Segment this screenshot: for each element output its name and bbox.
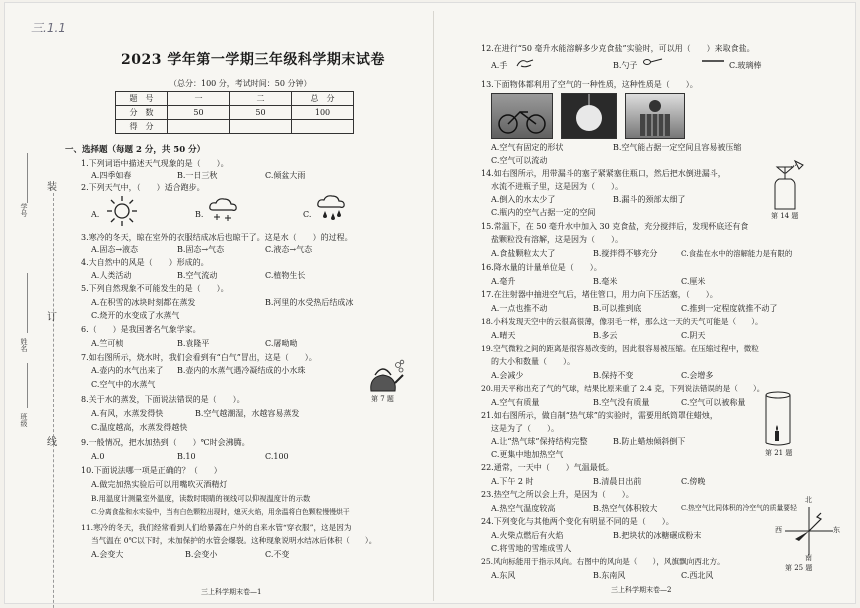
q7-option-b[interactable]: B.壶内的水蒸气遇冷凝结成的小水珠: [177, 366, 306, 375]
q12-option-c[interactable]: C.玻璃棒: [729, 61, 762, 70]
q23-option-c[interactable]: C.热空气比同体积的冷空气的质量要轻: [681, 504, 797, 512]
table-cell[interactable]: [230, 120, 292, 134]
q3-option-b[interactable]: B.固态→气态: [177, 245, 225, 254]
q16-option-b[interactable]: B.毫米: [593, 277, 618, 286]
q11-option-c[interactable]: C.不变: [265, 550, 290, 559]
table-cell: 题 号: [116, 92, 168, 106]
q8-option-a[interactable]: A.有风，水蒸发得快: [91, 409, 164, 418]
q25-option-c[interactable]: C.西北风: [681, 571, 714, 580]
question-4: 4.大自然中的风是（ ）形成的。: [81, 258, 209, 267]
q12-option-b[interactable]: B.勺子: [613, 61, 638, 70]
q16-option-a[interactable]: A.毫升: [491, 277, 516, 286]
question-8: 8.关于水的蒸发，下面说法错误的是（ ）。: [81, 395, 245, 404]
q13-option-b[interactable]: B.空气能占据一定空间且容易被压缩: [613, 143, 742, 152]
q24-option-a[interactable]: A.火柴点燃后有火焰: [491, 531, 564, 540]
table-cell: 100: [292, 106, 354, 120]
q22-option-c[interactable]: C.傍晚: [681, 477, 706, 486]
q9-option-c[interactable]: C.100: [265, 452, 289, 461]
binding-char-xian: 线: [47, 437, 57, 448]
exam-sheet: [4, 2, 856, 604]
question-7: 7.如右图所示，烧水时，我们会看到有“白气”冒出，这是（ ）。: [81, 353, 317, 362]
q18-option-b[interactable]: B.多云: [593, 331, 618, 340]
footer-left: 三上科学期末卷—1: [201, 588, 262, 596]
table-cell: 总 分: [292, 92, 354, 106]
q17-option-c[interactable]: C.推到一定程度就推不动了: [681, 304, 778, 313]
table-cell: 50: [168, 106, 230, 120]
question-14-cont: 水流不进瓶子里，这是因为（ ）。: [491, 182, 623, 191]
footer-right: [611, 569, 672, 594]
q10-option-b[interactable]: B.用温度计测量室外温度，读数时眼睛的视线可以仰视温度计的示数: [91, 494, 311, 503]
q5-option-b[interactable]: B.河里的水受热后结成冰: [265, 298, 354, 307]
table-cell[interactable]: [292, 120, 354, 134]
q17-option-a[interactable]: A.一点也推不动: [491, 304, 548, 313]
q19-option-c[interactable]: C.会增多: [681, 371, 714, 380]
table-row: [116, 106, 354, 120]
table-cell: 一: [168, 92, 230, 106]
sunny-icon: [105, 194, 139, 228]
q4-option-c[interactable]: C.植物生长: [265, 271, 306, 280]
q5-option-a[interactable]: A.在积雪的冰块时刻都在蒸发: [91, 298, 196, 307]
funnel-bottle-figure: [765, 159, 805, 213]
question-24: 24.下列变化与其他两个变化有明显不同的是（ ）。: [481, 517, 674, 526]
q1-option-b[interactable]: B.一日三秋: [177, 171, 218, 180]
q4-option-a[interactable]: A.人类活动: [91, 271, 132, 280]
student-id-label: 学号: [20, 203, 28, 217]
fig14-caption: 第 14 题: [771, 212, 799, 220]
name-line: [27, 273, 28, 333]
q21-option-b[interactable]: B.防止蜡烛倾斜倒下: [613, 437, 686, 446]
q11-option-a[interactable]: A.会变大: [91, 550, 124, 559]
q10-option-c[interactable]: C.分离食盐和水实验中，当有白色颗粒出现时，熄灭火焰，用余温将白色颗粒慢慢烘干: [91, 508, 350, 516]
q20-option-c[interactable]: C.空气可以被称量: [681, 398, 746, 407]
question-15-cont: 盐颗粒没有溶解，这是因为（ ）。: [491, 235, 623, 244]
q12-option-a[interactable]: A.手: [491, 61, 508, 70]
q6-option-b[interactable]: B.袁隆平: [177, 339, 210, 348]
accordion-photo: [625, 93, 685, 139]
q20-option-a[interactable]: A.空气有质量: [491, 398, 540, 407]
question-11: 11.寒冷的冬天，我们经常看到人们给暴露在户外的自来水管“穿衣服”，这是因为: [81, 523, 352, 532]
q1-option-a[interactable]: A.四季如春: [91, 171, 132, 180]
kettle-figure: [363, 359, 405, 395]
question-5: 5.下列自然现象不可能发生的是（ ）。: [81, 284, 229, 293]
question-3: 3.寒冷的冬天，晾在室外的衣服结成冰后也晾干了。这是水（ ）的过程。: [81, 233, 353, 242]
left-page: [65, 13, 427, 603]
question-21: 21.如右图所示，做自制“热气球”的实验时，需要用纸筒罩住蜡烛，: [481, 411, 718, 420]
rain-cloud-icon: [315, 193, 349, 227]
binding-char-zhuang: 装: [47, 182, 57, 193]
q13-option-c[interactable]: C.空气可以流动: [491, 156, 548, 165]
bicycle-photo: [491, 93, 553, 139]
q6-option-c[interactable]: C.屠呦呦: [265, 339, 298, 348]
q18-option-c[interactable]: C.阴天: [681, 331, 706, 340]
q8-option-c[interactable]: C.温度越高，水蒸发得越快: [91, 423, 188, 432]
question-19-cont: 的大小和数量（ ）。: [491, 357, 575, 366]
q14-option-a[interactable]: A.倒入的水太少了: [491, 195, 556, 204]
compass-figure: [775, 496, 841, 563]
q6-option-a[interactable]: A.竺可桢: [91, 339, 124, 348]
exam-subtitle: （总分：100 分，考试时间：50 分钟）: [169, 79, 312, 88]
question-11-cont: 当气温在 0℃以下时，未加保护的水管会爆裂。这种现象说明水结冰后体积（ ）。: [91, 536, 377, 545]
q5-option-c[interactable]: C.烧开的水变成了水蒸气: [91, 311, 180, 320]
question-18: 18.小科发现天空中的云很高很薄，像羽毛一样，那么这一天的天气可能是（ ）。: [481, 317, 763, 326]
question-17: 17.在注射器中抽进空气后，堵住管口，用力向下压活塞，（ ）。: [481, 290, 718, 299]
q15-option-b[interactable]: B.搅拌得不够充分: [593, 249, 658, 258]
class-label: 班级: [20, 413, 28, 427]
q14-option-b[interactable]: B.漏斗的颈部太细了: [613, 195, 686, 204]
spoon-icon: [643, 56, 663, 68]
q2-option-b[interactable]: B.: [195, 210, 204, 219]
right-page: [481, 43, 857, 603]
q8-option-b[interactable]: B.空气越潮湿，水越容易蒸发: [195, 409, 300, 418]
q7-option-c[interactable]: C.空气中的水蒸气: [91, 380, 156, 389]
q16-option-c[interactable]: C.厘米: [681, 277, 706, 286]
table-cell: 50: [230, 106, 292, 120]
q19-option-b[interactable]: B.保持不变: [593, 371, 634, 380]
compass-south: 南: [805, 554, 812, 562]
question-6: 6.（ ）是我国著名气象学家。: [81, 325, 201, 334]
student-id-line: [27, 153, 28, 203]
section-heading: 一、选择题（每题 2 分，共 50 分）: [65, 145, 206, 155]
question-23: 23.热空气之所以会上升，是因为（ ）。: [481, 490, 634, 499]
q7-option-a[interactable]: A.壶内的水气出来了: [91, 366, 164, 375]
q10-option-a[interactable]: A.做完加热实验后可以用嘴吹灭酒精灯: [91, 480, 228, 489]
table-cell: 得 分: [116, 120, 168, 134]
q21-option-a[interactable]: A.让“热气球”保持结构完整: [491, 437, 588, 446]
q3-option-a[interactable]: A.固态→液态: [91, 245, 139, 254]
class-line: [27, 363, 28, 408]
snow-cloud-icon: [207, 196, 239, 226]
q22-option-b[interactable]: B.清晨日出前: [593, 477, 642, 486]
table-row: [116, 92, 354, 106]
table-cell: 二: [230, 92, 292, 106]
binding-char-ding: 订: [47, 312, 57, 323]
question-1: 1.下列词语中描述天气现象的是（ ）。: [81, 159, 229, 168]
binding-margin: [13, 63, 61, 603]
compass-north: 北: [805, 496, 812, 504]
question-16: 16.降水量的计量单位是（ ）。: [481, 263, 602, 272]
question-19: 19.空气微粒之间的距离是很容易改变的，因此很容易被压缩。在压缩过程中，微粒: [481, 344, 759, 353]
q23-option-a[interactable]: A.热空气温度较高: [491, 504, 556, 513]
question-13: 13.下面物体都利用了空气的一种性质，这种性质是（ ）。: [481, 80, 698, 89]
handwritten-mark: 三.1.1: [31, 21, 66, 35]
q9-option-a[interactable]: A.0: [91, 452, 105, 461]
ball-photo: [561, 93, 617, 139]
compass-east: 东: [833, 526, 840, 534]
page-divider: [433, 11, 434, 601]
q15-option-a[interactable]: A.食盐颗粒太大了: [491, 249, 556, 258]
question-22: 22.通常，一天中（ ）气温最低。: [481, 463, 614, 472]
paper-cylinder-figure: [761, 389, 795, 449]
fig7-caption: 第 7 题: [371, 395, 394, 403]
q25-option-a[interactable]: A.东风: [491, 571, 516, 580]
q2-option-a[interactable]: A.: [91, 210, 100, 219]
question-10: 10.下面说法哪一项是正确的？（ ）: [81, 466, 222, 475]
compass-west: 西: [775, 526, 782, 534]
footer-right-text: 三上科学期末卷—2: [611, 586, 672, 594]
q1-option-c[interactable]: C.倾盆大雨: [265, 171, 306, 180]
exam-title: 2023 学年第一学期三年级科学期末试卷: [121, 52, 385, 68]
question-12: 12.在进行“50 毫升水能溶解多少克食盐”实验时，可以用（ ）来取食盐。: [481, 44, 755, 53]
q11-option-b[interactable]: B.会变小: [185, 550, 218, 559]
question-25: 25.风向标能用于指示风向。右图中的风向是（ ），风旗飘向西北方。: [481, 557, 725, 566]
question-14: 14.如右图所示，用带漏斗的塞子紧紧塞住瓶口，然后把水倒进漏斗，: [481, 169, 726, 178]
q24-option-b[interactable]: B.把块状的冰糖碾成粉末: [613, 531, 702, 540]
q25-option-b[interactable]: B.东南风: [593, 571, 626, 580]
question-9: 9.一般情况，把水加热到（ ）℃时会沸腾。: [81, 438, 250, 447]
glass-rod-icon: [701, 56, 725, 66]
name-label: 姓名: [20, 338, 28, 352]
question-21-cont: 这是为了（ ）。: [491, 424, 559, 433]
q4-option-b[interactable]: B.空气流动: [177, 271, 218, 280]
question-15: 15.常温下，在 50 毫升水中加入 30 克食盐，充分搅拌后，发现杯底还有食: [481, 222, 749, 231]
q23-option-b[interactable]: B.热空气体积较大: [593, 504, 658, 513]
q9-option-b[interactable]: B.10: [177, 452, 196, 461]
q3-option-c[interactable]: C.液态→气态: [265, 245, 313, 254]
q15-option-c[interactable]: C.食盐在水中的溶解能力是有限的: [681, 249, 793, 258]
q13-option-a[interactable]: A.空气有固定的形状: [491, 143, 564, 152]
fig21-caption: 第 21 题: [765, 449, 793, 457]
q20-option-b[interactable]: B.空气没有质量: [593, 398, 650, 407]
q22-option-a[interactable]: A.下午 2 时: [491, 477, 534, 486]
fig25-caption: 第 25 题: [785, 564, 813, 572]
q2-option-c[interactable]: C.: [303, 210, 312, 219]
binding-dash-line: [53, 193, 54, 608]
q18-option-a[interactable]: A.晴天: [491, 331, 516, 340]
q17-option-b[interactable]: B.可以推到底: [593, 304, 642, 313]
q19-option-a[interactable]: A.会减少: [491, 371, 524, 380]
table-row: [116, 120, 354, 134]
question-2: 2.下列天气中，（ ）适合跑步。: [81, 183, 205, 192]
score-table: [115, 91, 354, 134]
hand-icon: [515, 56, 535, 70]
question-20: 20.用天平称出充了气的气球，结果比原来重了 2.4 克，下列说法错误的是（ ）。: [481, 384, 765, 393]
q14-option-c[interactable]: C.瓶内的空气占据一定的空间: [491, 208, 596, 217]
q24-option-c[interactable]: C.将雪地的雪堆成雪人: [491, 544, 572, 553]
table-cell[interactable]: [168, 120, 230, 134]
q21-option-c[interactable]: C.更集中地加热空气: [491, 450, 564, 459]
table-cell: 分 数: [116, 106, 168, 120]
